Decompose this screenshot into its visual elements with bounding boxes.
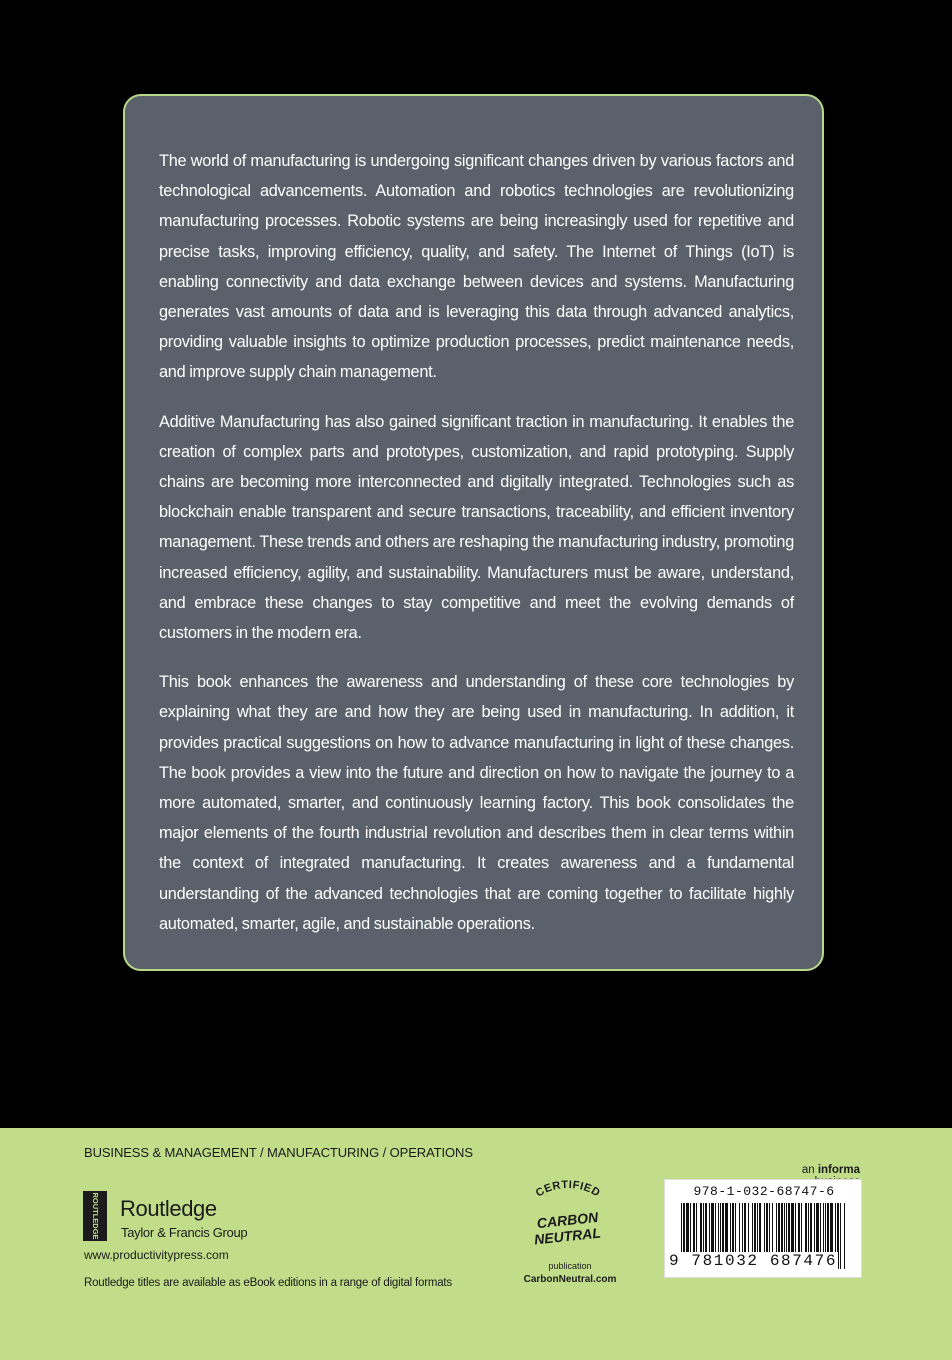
carbon-badge-publication: publication: [548, 1261, 592, 1271]
carbon-badge-line2: CARBON: [536, 1208, 599, 1232]
routledge-logo-text: ROUTLEDGE: [91, 1192, 101, 1240]
publisher-website[interactable]: www.productivitypress.com: [84, 1248, 229, 1262]
blurb-paragraph-2: Additive Manufacturing has also gained significant traction in manufacturing. It enables the creation of complex parts and prototypes, customization, and rapid prototyping. Supply chains are becoming more interconnected and digitally integrated. Technologies such as blockchain enable transparent and secure transactions, traceability, and efficient inventory management. These trends and others are reshaping the manufacturing industry, promoting increased efficiency, agility, and sustainability. Manufacturers must be aware, understand, and embrace these changes to stay competitive and meet the evolving demands of customers in the modern era.: [159, 412, 794, 643]
blurb-box: [123, 94, 824, 971]
carbon-neutral-badge-icon: [508, 1176, 628, 1250]
carbon-badge-line1: CERTIFIED: [533, 1178, 603, 1200]
footer-band: [0, 1128, 952, 1360]
informa-prefix: an: [801, 1164, 815, 1176]
isbn-bottom-value: 9 781032 687476: [669, 1252, 838, 1270]
blurb-paragraph-1: The world of manufacturing is undergoing significant changes driven by various factors and technological advancements. Automation and robotics technologies are revolutionizing manufacturing processes. Robotic systems are being increasingly used for repetitive and precise tasks, improving efficiency, quality, and safety. The Internet of Things (IoT) is enabling connectivity and data exchange between devices and systems. Manufacturing generates vast amounts of data and is leveraging this data through advanced analytics, providing valuable insights to optimize production processes, predict maintenance needs, and improve supply chain management.: [159, 152, 794, 382]
informa-brand: informa: [817, 1164, 860, 1176]
svg-text:CERTIFIED: [534, 1179, 602, 1200]
isbn-top-text: 978-1-032-68747-6: [693, 1184, 835, 1199]
carbon-badge-line3: NEUTRAL: [533, 1224, 602, 1248]
isbn-bottom-text: [668, 1252, 860, 1270]
routledge-logo-icon: [83, 1191, 107, 1241]
publisher-name: Routledge: [120, 1196, 217, 1221]
blurb-paragraph-3: This book enhances the awareness and understanding of these core technologies by explaining what they are and how they are being used in manufacturing. In addition, it provides practical suggestions on how to advance manufacturing in light of these changes. The book provides a view into the future and direction on how to navigate the journey to a more automated, smarter, and continuously learning factory. This book consolidates the major elements of the fourth industrial revolution and describes them in clear terms within the context of integrated manufacturing. It creates awareness and a fundamental understanding of the advanced technologies that are coming together to facilitate highly automated, smarter, agile, and sustainable operations.: [159, 673, 794, 933]
isbn-barcode: [664, 1179, 862, 1278]
carbon-badge-site: CarbonNeutral.com: [523, 1274, 617, 1285]
subject-category: BUSINESS & MANAGEMENT / MANUFACTURING / OPERATIONS: [84, 1145, 473, 1160]
ebook-note: Routledge titles are available as eBook editions in a range of digital formats: [84, 1277, 452, 1289]
publisher-group: Taylor & Francis Group: [121, 1225, 248, 1240]
